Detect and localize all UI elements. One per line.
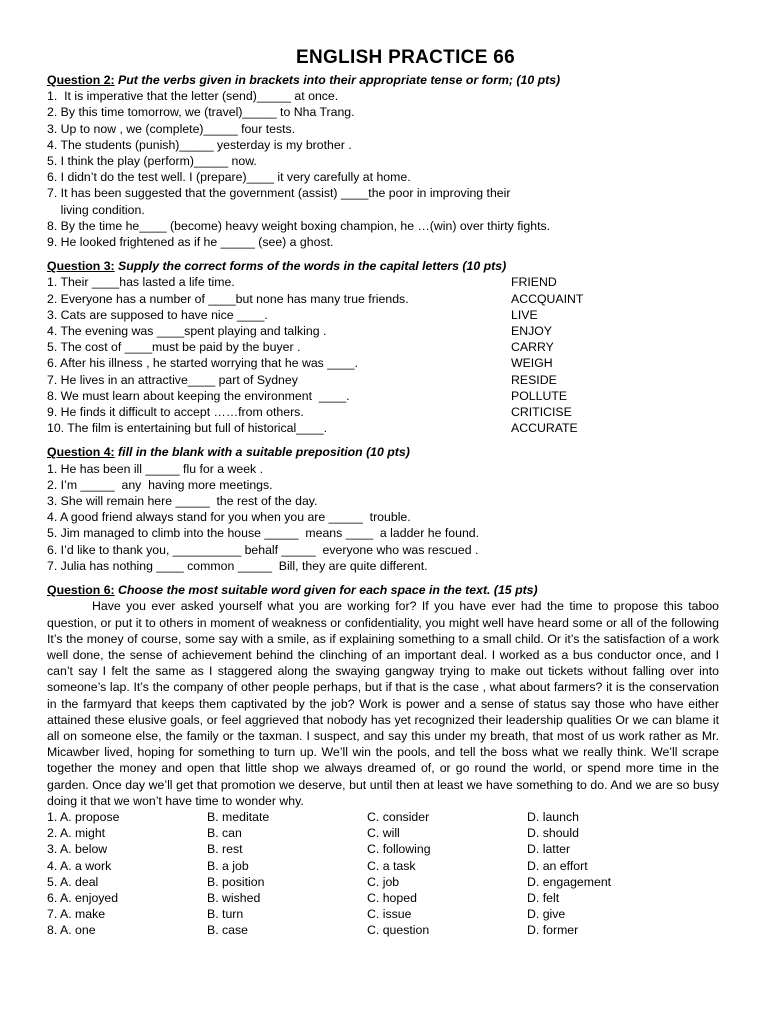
- q3-item: [47, 339, 734, 355]
- option-a: 7. A. make: [47, 907, 106, 922]
- option-c: C. will: [367, 826, 400, 841]
- option-a: 4. A. a work: [47, 858, 112, 873]
- q3-item: [47, 274, 734, 290]
- q3-item: [47, 388, 734, 404]
- q3-item: [47, 323, 734, 339]
- question-6-instruction: Choose the most suitable word given for each space in the text. (15 pts): [114, 583, 538, 598]
- option-a: 6. A. enjoyed: [47, 890, 119, 905]
- q4-item: 4. A good friend always stand for you when you are _____ trouble.: [47, 510, 411, 525]
- option-d: D. an effort: [527, 858, 588, 873]
- question-6: [47, 582, 734, 938]
- reading-passage: Have you ever asked yourself what you are working for? If you have ever had the time to propose this taboo question, or put it to others in moment of weakness or confidentiality, you might well have heard some or all of the following It’s the money of course, some say with a smile, as if explaining something to a small child. Or it’s the satisfaction of a work well done, the sense of achievement behind the clinching of an important deal. I worked as a bus conductor once, and I can’t say I felt the same as I staggered along the swaying gangway trying to make out tickets without falling over into someone’s lap. It’s the company of other people perhaps, but if that is the case , what about farmers? it is the conservation in the farmyard that keeps them captivated by the job? Work is power and a sense of status say those who have either attained these elusive goals, or feel aggrieved that nobody has yet recognized their leadership qualities Or we can blame it all on someone else, the family or the taxman. I suspect, and say this under my breath, that most of us work rather as Mr. Micawber lived, hoping for something to turn up. We’ll win the pools, and tell the boss what we really think. We’ll scrape together the money and open that little shop we always dreamed of, or go round the world, or spend more time in the garden. Once day we’ll get that promotion we deserve, but until then at least we have something to do. And we are so busy doing it that we won’t have time to wonder why.: [47, 599, 719, 808]
- option-c: C. following: [367, 842, 431, 857]
- q4-item: 7. Julia has nothing ____ common _____ Bill, they are quite different.: [47, 558, 428, 573]
- question-2-label: Question 2:: [47, 73, 115, 87]
- question-6-heading: [47, 582, 734, 598]
- question-3: [47, 258, 734, 436]
- q3-root-word: WEIGH: [511, 356, 553, 371]
- q3-root-word: RESIDE: [511, 372, 557, 387]
- q2-item: 4. The students (punish)_____ yesterday is my brother .: [47, 137, 352, 152]
- question-3-heading: [47, 258, 734, 274]
- option-b: B. case: [207, 923, 249, 938]
- q4-item: 3. She will remain here _____ the rest of the day.: [47, 494, 318, 509]
- option-d: D. should: [527, 826, 579, 841]
- q3-item: [47, 291, 734, 307]
- q3-root-word: ACCURATE: [511, 421, 578, 436]
- option-d: D. launch: [527, 809, 579, 824]
- q3-sentence: 4. The evening was ____spent playing and talking .: [47, 324, 327, 339]
- q3-sentence: 3. Cats are supposed to have nice ____.: [47, 307, 268, 322]
- q3-sentence: 6. After his illness , he started worrying that he was ____.: [47, 356, 359, 371]
- q2-item: 5. I think the play (perform)_____ now.: [47, 154, 257, 169]
- question-6-label: Question 6:: [47, 583, 115, 598]
- option-a: 8. A. one: [47, 923, 96, 938]
- q3-item: [47, 420, 734, 436]
- q4-item: 6. I’d like to thank you, __________ behalf _____ everyone who was rescued .: [47, 542, 479, 557]
- q2-item: 7. It has been suggested that the government (assist) ____the poor in improving their: [47, 186, 511, 201]
- option-a: 1. A. propose: [47, 809, 120, 824]
- question-4-heading: [47, 444, 734, 460]
- option-a: 5. A. deal: [47, 874, 99, 889]
- q4-item: 5. Jim managed to climb into the house _____ means ____ a ladder he found.: [47, 526, 480, 541]
- q3-sentence: 9. He finds it difficult to accept ……from others.: [47, 405, 304, 420]
- q4-item: 2. I’m _____ any having more meetings.: [47, 477, 273, 492]
- option-d: D. latter: [527, 842, 571, 857]
- option-c: C. a task: [367, 858, 416, 873]
- option-d: D. felt: [527, 890, 560, 905]
- q3-root-word: POLLUTE: [511, 388, 568, 403]
- question-2-heading: [47, 72, 734, 88]
- q3-sentence: 1. Their ____has lasted a life time.: [47, 275, 235, 290]
- q3-sentence: 2. Everyone has a number of ____but none has many true friends.: [47, 291, 409, 306]
- option-row: [47, 890, 734, 906]
- option-row: [47, 825, 734, 841]
- option-b: B. meditate: [207, 809, 270, 824]
- q3-root-word: CRITICISE: [511, 405, 572, 420]
- option-row: [47, 874, 734, 890]
- question-2-instruction: Put the verbs given in brackets into their appropriate tense or form; (10 pts): [114, 73, 561, 87]
- option-c: C. hoped: [367, 890, 417, 905]
- q2-item: 6. I didn’t do the test well. I (prepare)____ it very carefully at home.: [47, 170, 411, 185]
- question-3-label: Question 3:: [47, 259, 115, 274]
- q3-sentence: 10. The film is entertaining but full of historical____.: [47, 421, 328, 436]
- option-d: D. engagement: [527, 874, 612, 889]
- q2-item: 8. By the time he____ (become) heavy weight boxing champion, he …(win) over thirty fights.: [47, 218, 551, 233]
- option-row: [47, 809, 734, 825]
- q2-item: 1. It is imperative that the letter (send)_____ at once.: [47, 89, 339, 104]
- option-c: C. consider: [367, 809, 430, 824]
- q3-item: [47, 404, 734, 420]
- option-b: B. a job: [207, 858, 249, 873]
- q3-root-word: ENJOY: [511, 324, 552, 339]
- option-b: B. position: [207, 874, 265, 889]
- option-d: D. former: [527, 923, 579, 938]
- option-row: [47, 841, 734, 857]
- q3-item: [47, 355, 734, 371]
- q3-sentence: 8. We must learn about keeping the environment ____.: [47, 388, 350, 403]
- q2-item: 3. Up to now , we (complete)_____ four tests.: [47, 121, 296, 136]
- option-row: [47, 906, 734, 922]
- option-a: 2. A. might: [47, 826, 106, 841]
- q2-item: living condition.: [47, 202, 145, 217]
- q3-root-word: ACCQUAINT: [511, 291, 584, 306]
- page-title: ENGLISH PRACTICE 66: [296, 47, 515, 68]
- q3-root-word: FRIEND: [511, 275, 557, 290]
- q3-sentence: 5. The cost of ____must be paid by the buyer .: [47, 340, 301, 355]
- q3-sentence: 7. He lives in an attractive____ part of Sydney: [47, 372, 298, 387]
- option-c: C. job: [367, 874, 400, 889]
- question-4-label: Question 4:: [47, 445, 115, 460]
- option-row: [47, 858, 734, 874]
- q3-root-word: CARRY: [511, 340, 554, 355]
- q4-item: 1. He has been ill _____ flu for a week .: [47, 461, 264, 476]
- question-2: [47, 72, 734, 250]
- option-b: B. turn: [207, 907, 244, 922]
- question-4: [47, 444, 734, 574]
- q3-item: [47, 307, 734, 323]
- option-row: [47, 922, 734, 938]
- question-4-instruction: fill in the blank with a suitable preposition (10 pts): [114, 445, 410, 460]
- q2-item: 2. By this time tomorrow, we (travel)_____ to Nha Trang.: [47, 105, 355, 120]
- q2-item: 9. He looked frightened as if he _____ (see) a ghost.: [47, 235, 334, 250]
- option-b: B. rest: [207, 842, 243, 857]
- option-a: 3. A. below: [47, 842, 108, 857]
- option-c: C. issue: [367, 907, 412, 922]
- question-3-instruction: Supply the correct forms of the words in the capital letters (10 pts): [114, 259, 507, 274]
- option-b: B. wished: [207, 890, 261, 905]
- q3-item: [47, 372, 734, 388]
- option-b: B. can: [207, 826, 242, 841]
- q3-root-word: LIVE: [511, 307, 538, 322]
- option-c: C. question: [367, 923, 430, 938]
- option-d: D. give: [527, 907, 566, 922]
